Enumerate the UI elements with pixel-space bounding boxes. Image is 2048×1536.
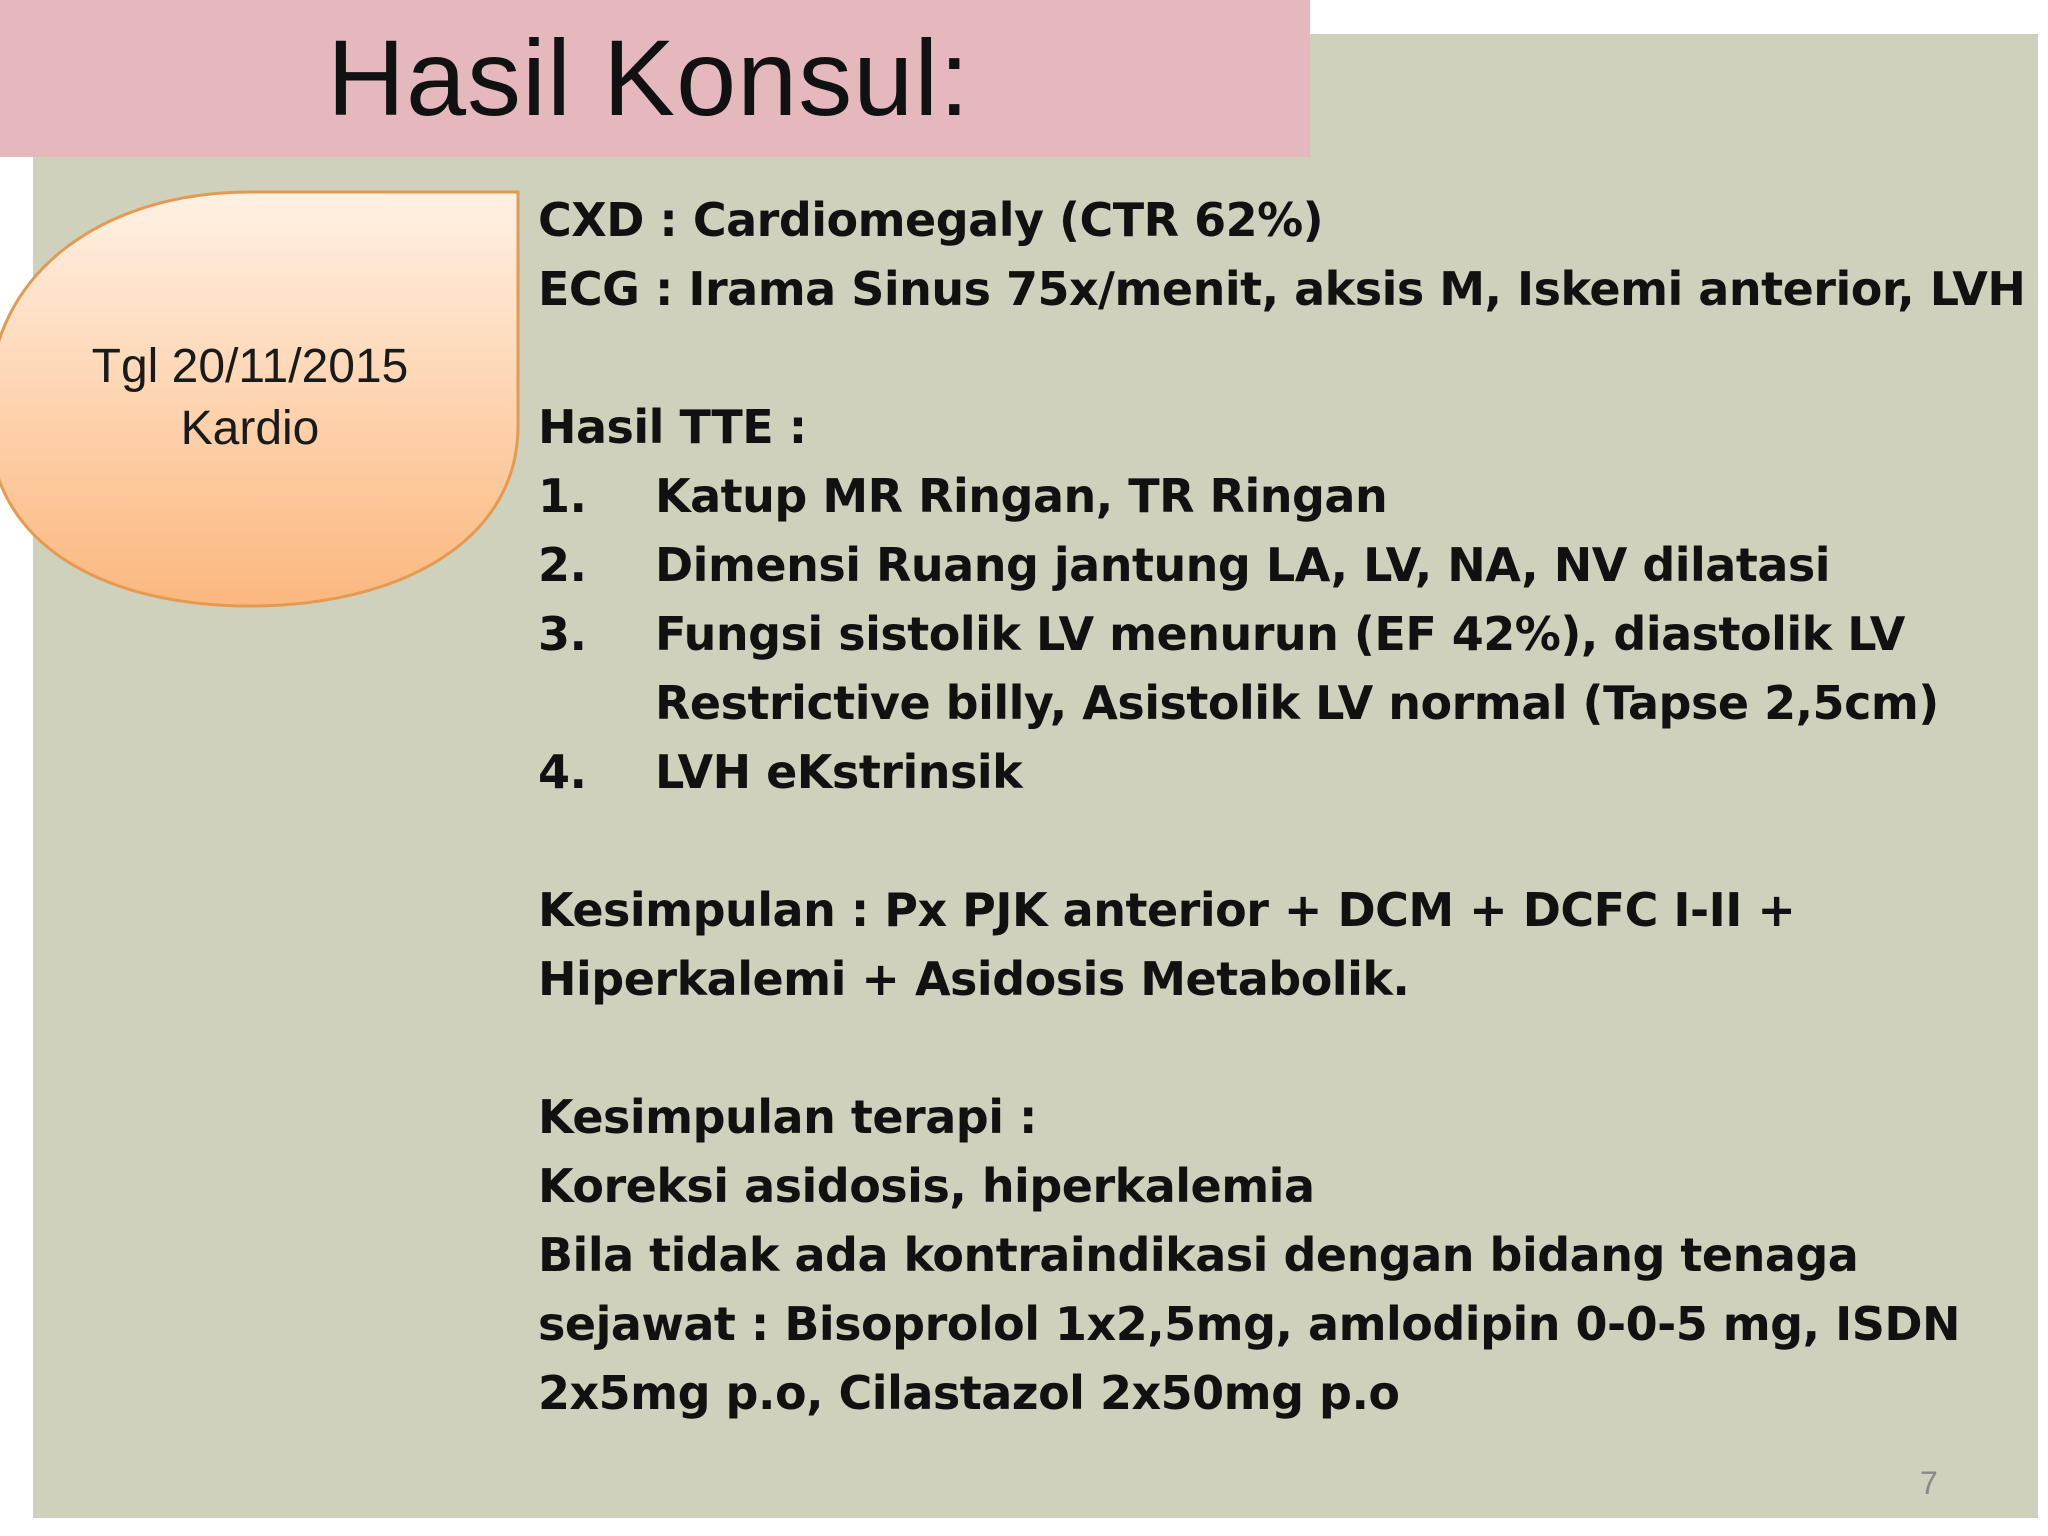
tte-item-text: Fungsi sistolik LV menurun (EF 42%), diastolik LV: [655, 607, 1905, 661]
tte-item-number: 1.: [538, 469, 587, 523]
title-bar: [0, 0, 1310, 157]
kesimpulan-line: Kesimpulan : Px PJK anterior + DCM + DCFC I-II +: [538, 883, 1796, 937]
slide-title: Hasil Konsul:: [327, 17, 971, 138]
spacer: [538, 807, 2018, 876]
page-number: 7: [1920, 1465, 1938, 1501]
ecg-line: ECG : Irama Sinus 75x/menit, aksis M, Iskemi anterior, LVH: [538, 262, 2026, 316]
terapi-line: sejawat : Bisoprolol 1x2,5mg, amlodipin 0-0-5 mg, ISDN: [538, 1297, 1961, 1351]
tte-item-continuation: Restrictive billy, Asistolik LV normal (Tapse 2,5cm): [655, 676, 1939, 730]
tte-item: [538, 462, 2018, 531]
badge-date: Tgl 20/11/2015: [91, 340, 409, 393]
kesimpulan-line: Hiperkalemi + Asidosis Metabolik.: [538, 952, 1410, 1006]
tte-item-text: LVH eKstrinsik: [655, 745, 1023, 799]
spacer: [538, 1014, 2018, 1083]
tte-item-text: Dimensi Ruang jantung LA, LV, NA, NV dilatasi: [655, 538, 1831, 592]
tte-item-number: 4.: [538, 745, 587, 799]
terapi-line: Bila tidak ada kontraindikasi dengan bidang tenaga: [538, 1228, 1859, 1282]
tte-item-number: 3.: [538, 607, 587, 661]
spacer: [538, 324, 2018, 393]
terapi-heading: Kesimpulan terapi :: [538, 1090, 1037, 1144]
tte-heading: Hasil TTE :: [538, 400, 807, 454]
tte-item-number: 2.: [538, 538, 587, 592]
date-badge: [50, 336, 450, 460]
body-text: [538, 186, 2026, 1428]
tte-item: [538, 600, 2018, 669]
tte-item: [538, 531, 2018, 600]
terapi-line: Koreksi asidosis, hiperkalemia: [538, 1159, 1315, 1213]
cxd-line: CXD : Cardiomegaly (CTR 62%): [538, 193, 1324, 247]
badge-department: Kardio: [180, 402, 320, 455]
terapi-line: 2x5mg p.o, Cilastazol 2x50mg p.o: [538, 1366, 1400, 1420]
tte-item-text: Katup MR Ringan, TR Ringan: [655, 469, 1388, 523]
tte-item: [538, 738, 2018, 807]
